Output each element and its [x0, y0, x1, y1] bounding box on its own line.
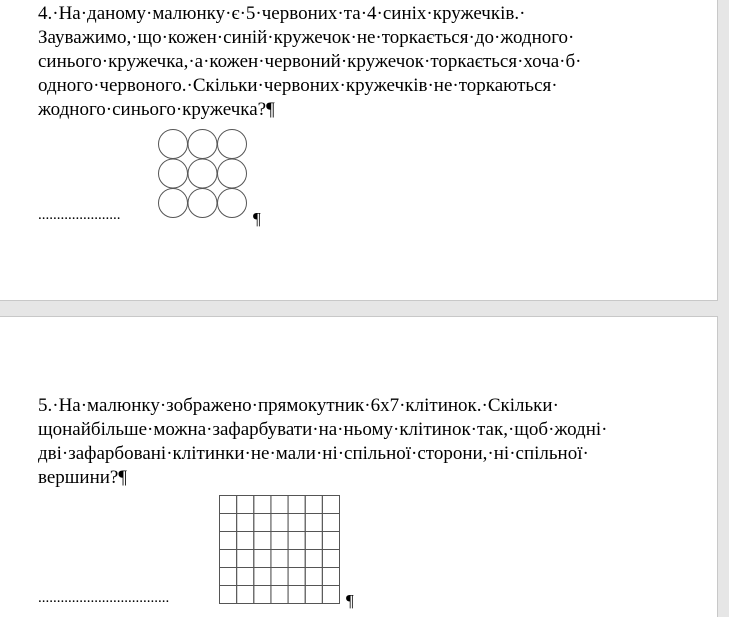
grid-cell: [220, 496, 237, 514]
grid-cell: [305, 514, 322, 532]
grid-cell: [220, 514, 237, 532]
grid-cell: [237, 532, 254, 550]
grid-cell: [305, 568, 322, 586]
grid-cell: [271, 496, 288, 514]
answer-blank-5[interactable]: ...................................: [38, 590, 170, 606]
grid-circle: [218, 159, 247, 188]
problem-4-line: синього·кружечка,·а·кожен·червоний·кружечок·торкається·хоча·б·: [38, 51, 582, 72]
grid-cell: [271, 550, 288, 568]
grid-circle: [188, 159, 217, 188]
grid-cell: [288, 514, 305, 532]
grid-circle: [159, 159, 188, 188]
grid-cell: [322, 586, 339, 604]
grid-cell: [254, 586, 271, 604]
grid-cell: [305, 532, 322, 550]
grid-cell: [271, 532, 288, 550]
grid-cell: [254, 532, 271, 550]
problem-4-line: 4.·На·даному·малюнку·є·5·червоних·та·4·синіх·кружечків.·: [38, 3, 526, 24]
answer-blank-4[interactable]: ......................: [38, 207, 121, 223]
problem-4-line: одного·червоного.·Скільки·червоних·кружечків·не·торкаються·: [38, 75, 558, 96]
grid-cell: [305, 496, 322, 514]
pilcrow-mark: ¶: [253, 209, 261, 228]
grid-cell: [271, 514, 288, 532]
grid-cell: [220, 532, 237, 550]
grid-cell: [271, 586, 288, 604]
grid-circle: [218, 189, 247, 218]
grid-cell: [237, 550, 254, 568]
grid-cell: [271, 568, 288, 586]
grid-circle: [159, 189, 188, 218]
problem-4-line: Зауважимо,·що·кожен·синій·кружечок·не·торкається·до·жодного·: [38, 27, 575, 48]
problem-5-line: щонайбільше·можна·зафарбувати·на·ньому·клітинок·так,·щоб·жодні·: [38, 419, 608, 440]
grid-cell: [305, 550, 322, 568]
grid-cell: [220, 586, 237, 604]
grid-cell: [305, 586, 322, 604]
problem-5-line: вершини?¶: [38, 467, 127, 488]
grid-cell: [322, 514, 339, 532]
grid-cell: [288, 586, 305, 604]
grid-cell: [288, 550, 305, 568]
grid-cell: [254, 568, 271, 586]
grid-cell: [322, 568, 339, 586]
circle-grid-figure: [157, 127, 249, 223]
grid-cell: [322, 532, 339, 550]
grid-cell: [237, 568, 254, 586]
cell-grid-figure: [219, 495, 341, 605]
problem-4-line: жодного·синього·кружечка?¶: [38, 99, 275, 120]
grid-cell: [288, 532, 305, 550]
grid-cell: [220, 568, 237, 586]
grid-cell: [322, 496, 339, 514]
grid-cell: [237, 496, 254, 514]
grid-cell: [322, 550, 339, 568]
pilcrow-mark: ¶: [346, 591, 354, 610]
grid-cell: [237, 586, 254, 604]
grid-circle: [188, 189, 217, 218]
grid-cell: [288, 496, 305, 514]
grid-cell: [288, 568, 305, 586]
grid-circle: [159, 130, 188, 159]
problem-5-line: дві·зафарбовані·клітинки·не·мали·ні·спільної·сторони,·ні·спільної·: [38, 443, 589, 464]
grid-cell: [220, 550, 237, 568]
grid-cell: [254, 514, 271, 532]
grid-circle: [188, 130, 217, 159]
grid-cell: [237, 514, 254, 532]
problem-5-line: 5.·На·малюнку·зображено·прямокутник·6х7·клітинок.·Скільки·: [38, 395, 559, 416]
problem-5-text: [38, 394, 678, 490]
grid-circle: [218, 130, 247, 159]
grid-cell: [254, 496, 271, 514]
grid-cell: [254, 550, 271, 568]
problem-4-text: [38, 2, 678, 122]
